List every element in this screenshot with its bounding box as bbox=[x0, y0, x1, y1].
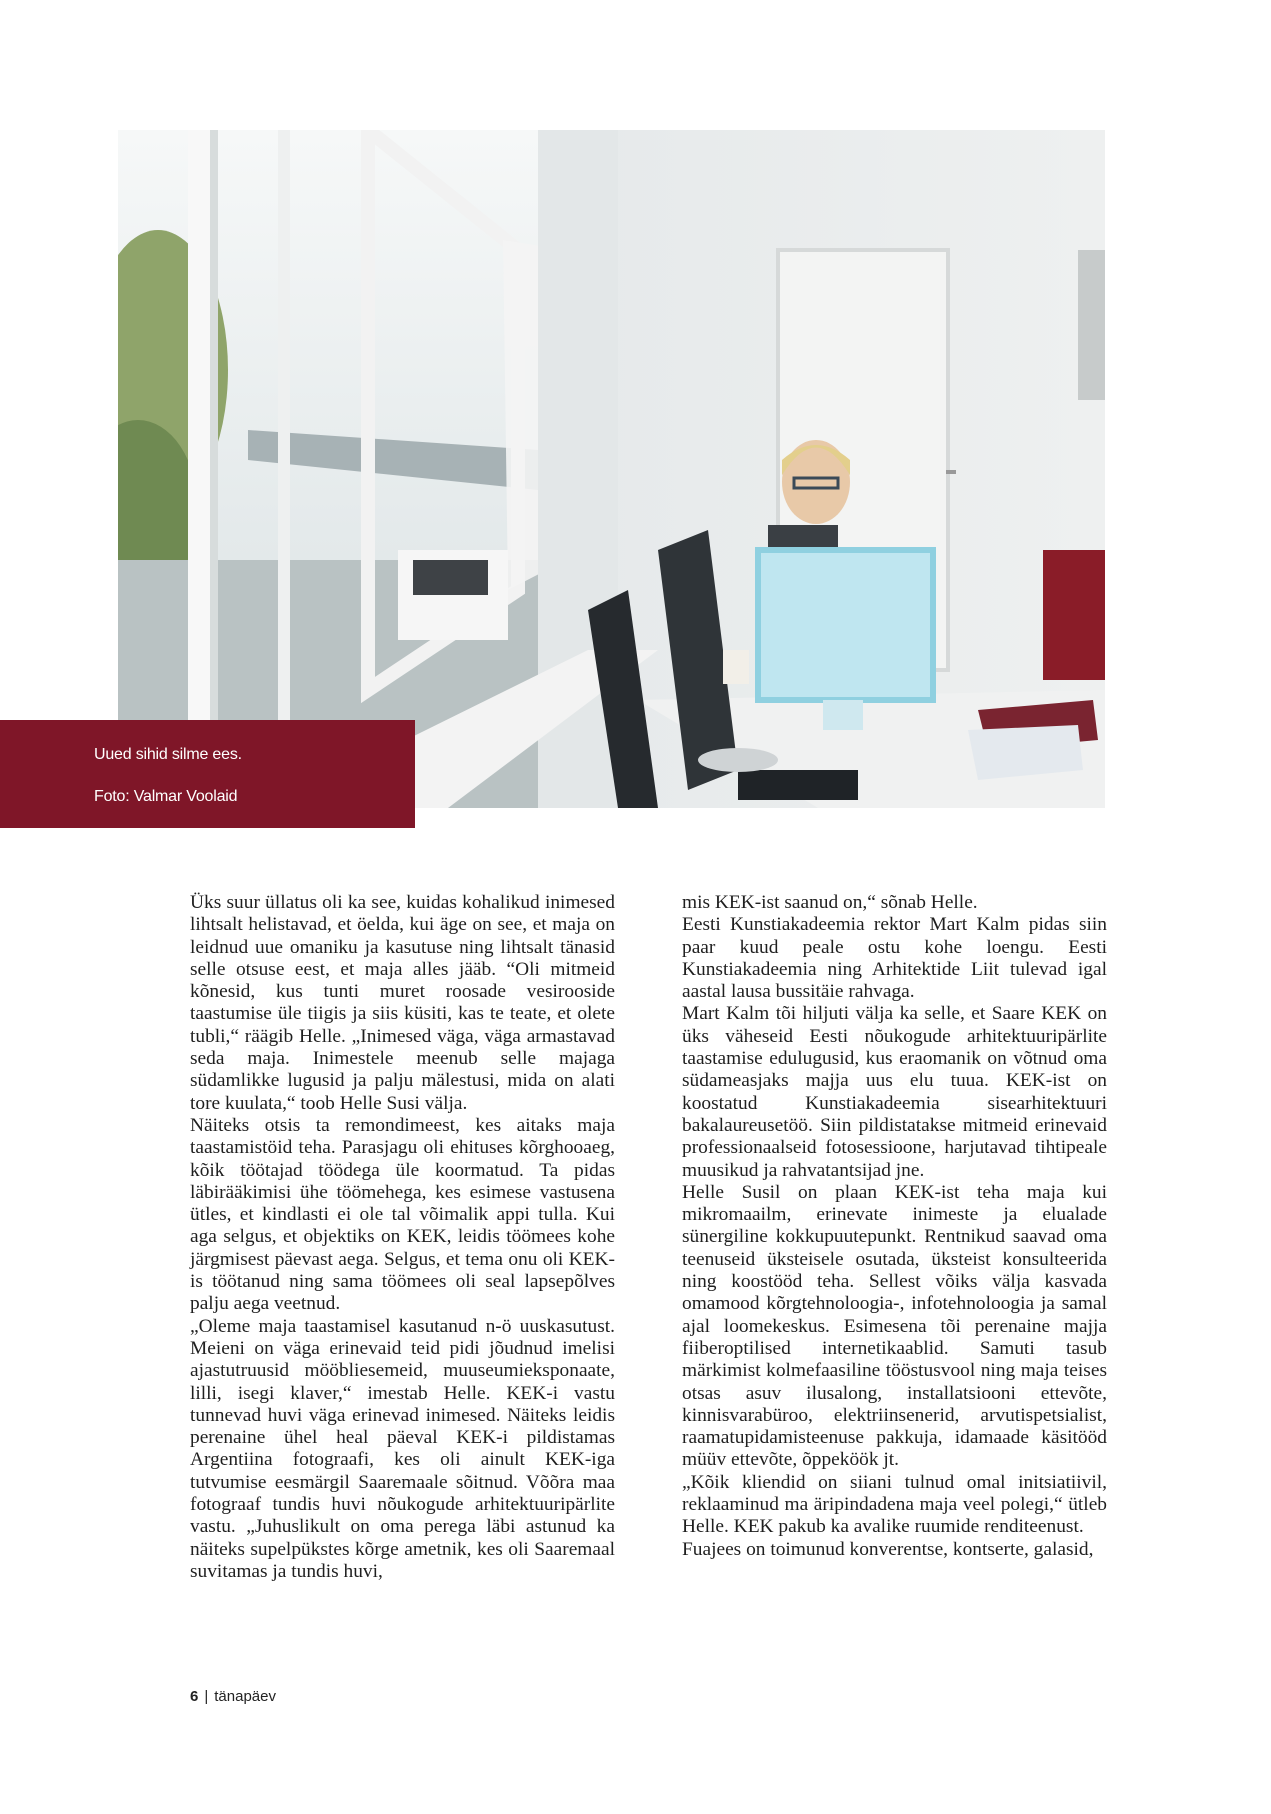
paragraph: Fuajees on toimunud konverentse, kontserte, galasid, bbox=[682, 1538, 1094, 1560]
office-photo-illustration bbox=[118, 130, 1105, 808]
photo-caption-box bbox=[0, 720, 415, 828]
paragraph: Mart Kalm tõi hiljuti välja ka selle, et Saare KEK on üks väheseid Eesti nõukogude arhitektuuripärlite taastamise edulugusid, kus eraomanik on võtnud oma südameasjaks majja uus elu tuua. KEK-ist on koostatud Kunstiakadeemia sisearhitektuuri bakalaureusetöö. Siin pildistatakse mitmeid erinevaid professionaalseid fotosessioone, harjutavad tihtipeale muusikud ja rahvatantsijad jne. bbox=[682, 1003, 1107, 1181]
paragraph: Üks suur üllatus oli ka see, kuidas kohalikud inimesed lihtsalt helistavad, et öelda, kui äge on see, et maja on leidnud uue omaniku ja kasutuse ning lihtsalt tänasid selle otsuse eest, et maja alles jääb. “Oli mitmeid kõnesid, kus tunti muret roosade vesirooside taastumise üle tiigis ja siis küsiti, kas te teate, et olete tubli,“ räägib Helle. „Inimesed väga, väga armastavad seda maja. Inimestele meenub selle majaga südamlikke lugusid ja palju mälestusi, mida on alati tore kuulata,“ toob Helle Susi välja. bbox=[190, 892, 615, 1114]
photo-caption: Uued sihid silme ees. bbox=[94, 746, 242, 763]
footer-separator: | bbox=[204, 1688, 209, 1705]
paragraph: Eesti Kunstiakadeemia rektor Mart Kalm pidas siin paar kuud peale ostu kohe loengu. Eesti Kunstiakadeemia ning Arhitektide Liit tulevad igal aastal lausa bussitäie rahvaga. bbox=[682, 914, 1107, 1003]
paragraph: Helle Susil on plaan KEK-ist teha maja kui mikromaailm, erinevate inimeste ja elualade sünergiline kokkupuutepunkt. Rentnikud saavad oma teenuseid üksteisele osutada, üksteist konsulteerida ning koostööd teha. Sellest võiks välja kasvada omamood kõrgtehnoloogia-, infotehnoloogia ja samal ajal loomekeskus. Esimesena tõi perenaine majja fiiberoptilised internetikaablid. Samuti tasub märkimist kolmefaasiline tööstusvool ning maja teises otsas asuv ilusalong, installatsiooni ettevõte, kinnisvarabüroo, elektriinsenerid, arvutispetsialist, raamatupidamisteenuse pakkuja, idamaade käsitööd müüv ettevõte, õppeköök jt. bbox=[682, 1181, 1107, 1471]
article-column-right bbox=[682, 892, 1107, 1561]
paragraph: mis KEK-ist saanud on,“ sõnab Helle. bbox=[682, 892, 978, 913]
paragraph: „Kõik kliendid on siiani tulnud omal initsiatiivil, reklaaminud ma äripindadena maja veel polegi,“ ütleb Helle. KEK pakub ka avalike ruumide renditeenust. bbox=[682, 1471, 1107, 1538]
page-number: 6 bbox=[190, 1688, 199, 1705]
paragraph: Näiteks otsis ta remondimeest, kes aitaks maja taastamistöid teha. Parasjagu oli ehituses kõrghooaeg, kõik töötajad töödega üle koormatud. Ta pidas läbirääkimisi ühe töömehega, kes esimese vastusena ütles, et kindlasti ei ole tal võimalik appi tulla. Kui aga selgus, et objektiks on KEK, leidis töömees kohe järgmisest päevast aega. Selgus, et tema onu oli KEK-is töötanud ning sama töömees oli seal lapsepõlves palju aega veetnud. bbox=[190, 1114, 615, 1315]
page-footer bbox=[190, 1688, 276, 1705]
photo-credit: Foto: Valmar Voolaid bbox=[94, 788, 238, 805]
publication-name: tänapäev bbox=[214, 1688, 276, 1705]
article-column-left bbox=[190, 892, 615, 1583]
paragraph: „Oleme maja taastamisel kasutanud n-ö uuskasutust. Meieni on väga erinevaid teid pidi jõudnud imelisi ajastutruusid mööbliesemeid, muuseumieksponaate, lilli, isegi klaver,“ imestab Helle. KEK-i vastu tunnevad huvi väga erinevad inimesed. Näiteks leidis perenaine ühel heal päeval KEK-i pildistamas Argentiina fotograafi, kes oli ainult KEK-iga tutvumise eesmärgil Saaremaale sõitnud. Võõra maa fotograaf tundis huvi nõukogude arhitektuuripärlite vastu. „Juhuslikult on oma perega läbi astunud ka näiteks supelpükstes kõrge ametnik, kes oli Saaremaal suvitamas ja tundis huvi, bbox=[190, 1315, 615, 1582]
article-photo bbox=[118, 130, 1105, 808]
